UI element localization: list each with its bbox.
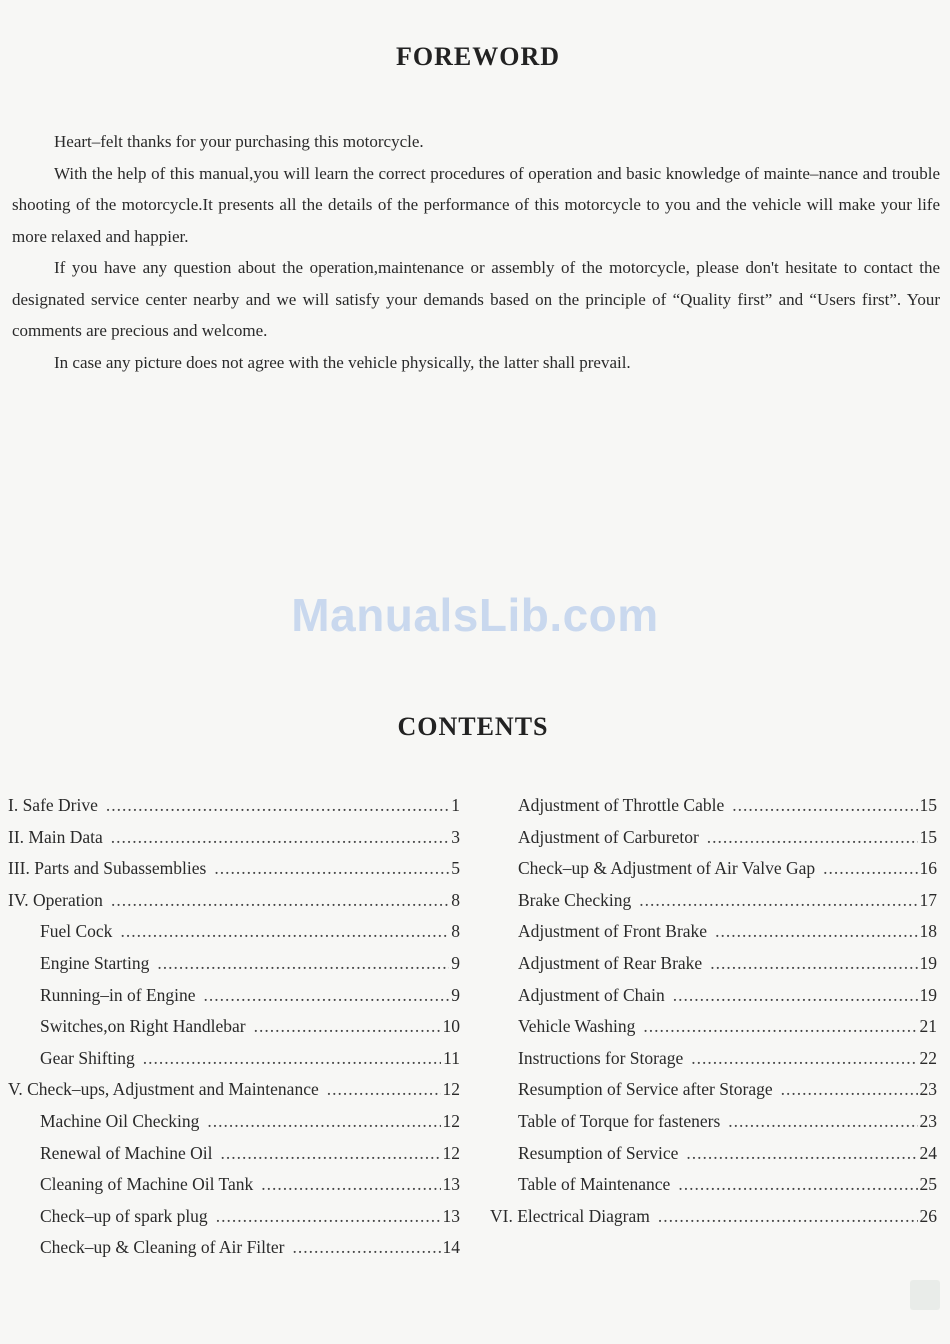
toc-entry-label: Resumption of Service after Storage bbox=[518, 1079, 773, 1100]
foreword-paragraph: Heart–felt thanks for your purchasing this motorcycle. bbox=[54, 132, 424, 151]
toc-leader-dots bbox=[221, 1143, 441, 1164]
toc-entry[interactable] bbox=[8, 795, 460, 827]
toc-entry-page: 13 bbox=[442, 1205, 460, 1226]
toc-leader-dots bbox=[327, 1079, 441, 1100]
toc-left-column bbox=[8, 795, 460, 1269]
foreword-title: FOREWORD bbox=[396, 42, 560, 71]
toc-leader-dots bbox=[204, 985, 450, 1006]
toc-entry-label: Adjustment of Throttle Cable bbox=[518, 795, 725, 815]
toc-entry-label: II. Main Data bbox=[8, 826, 103, 847]
toc-entry[interactable] bbox=[8, 1237, 460, 1269]
toc-entry-page: 15 bbox=[919, 826, 937, 847]
toc-entry-page: 12 bbox=[442, 1110, 460, 1131]
toc-entry-label: Adjustment of Carburetor bbox=[518, 826, 699, 847]
toc-leader-dots bbox=[111, 827, 449, 848]
toc-entry-page: 21 bbox=[919, 1016, 937, 1037]
toc-leader-dots bbox=[254, 1016, 441, 1037]
toc-leader-dots bbox=[781, 1079, 918, 1100]
toc-entry[interactable] bbox=[8, 1111, 460, 1143]
toc-leader-dots bbox=[639, 890, 917, 911]
toc-entry[interactable] bbox=[8, 1143, 460, 1175]
toc-entry-label: Table of Torque for fasteners bbox=[518, 1110, 721, 1131]
toc-leader-dots bbox=[111, 890, 449, 911]
foreword-paragraph: In case any picture does not agree with the vehicle physically, the latter shall prevail. bbox=[54, 352, 631, 372]
toc-entry[interactable] bbox=[490, 827, 937, 859]
toc-leader-dots bbox=[207, 1111, 440, 1132]
toc-entry-label: Check–up & Adjustment of Air Valve Gap bbox=[518, 858, 816, 879]
toc-entry[interactable] bbox=[490, 1143, 937, 1175]
toc-leader-dots bbox=[728, 1111, 917, 1132]
toc-entry-label: Check–up & Cleaning of Air Filter bbox=[40, 1237, 285, 1258]
toc-entry[interactable] bbox=[490, 1048, 937, 1080]
toc-entry-label: Adjustment of Front Brake bbox=[518, 921, 708, 942]
toc-leader-dots bbox=[261, 1174, 440, 1195]
toc-entry-page: 12 bbox=[442, 1079, 460, 1100]
toc-entry-label: Check–up of spark plug bbox=[40, 1205, 208, 1226]
toc-entry-page: 5 bbox=[451, 858, 460, 879]
foreword-body bbox=[12, 126, 940, 378]
toc-entry-page: 8 bbox=[451, 889, 460, 910]
toc-entry-page: 10 bbox=[442, 1016, 460, 1037]
toc-entry[interactable] bbox=[490, 1111, 937, 1143]
toc-entry-label: Renewal of Machine Oil bbox=[40, 1142, 213, 1163]
toc-entry[interactable] bbox=[8, 890, 460, 922]
toc-entry[interactable] bbox=[8, 1016, 460, 1048]
toc-entry-label: Resumption of Service bbox=[518, 1142, 679, 1163]
toc-entry[interactable] bbox=[8, 858, 460, 890]
toc-entry-page: 18 bbox=[919, 921, 937, 942]
toc-entry-label: Adjustment of Rear Brake bbox=[518, 952, 703, 973]
toc-entry-page: 13 bbox=[442, 1174, 460, 1195]
toc-entry-label: Instructions for Storage bbox=[518, 1047, 684, 1068]
toc-entry-label: Running–in of Engine bbox=[40, 984, 196, 1005]
toc-entry-page: 1 bbox=[451, 795, 460, 815]
toc-right-column bbox=[490, 795, 937, 1237]
toc-entry-label: V. Check–ups, Adjustment and Maintenance bbox=[8, 1079, 319, 1100]
toc-entry-label: IV. Operation bbox=[8, 889, 103, 910]
foreword-paragraph: With the help of this manual,you will learn the correct procedures of operation and basic knowledge of mainte–nance and trouble shooting of the motorcycle.It presents all the details of the performance of this motorcycle to you and the vehicle will make your life more relaxed and happier. bbox=[12, 163, 940, 246]
toc-entry-label: Fuel Cock bbox=[40, 921, 113, 942]
toc-entry[interactable] bbox=[8, 985, 460, 1017]
toc-entry-label: Vehicle Washing bbox=[518, 1016, 636, 1037]
toc-entry-page: 26 bbox=[919, 1205, 937, 1226]
toc-entry-label: Table of Maintenance bbox=[518, 1174, 671, 1195]
toc-entry[interactable] bbox=[490, 795, 937, 827]
toc-entry[interactable] bbox=[8, 827, 460, 859]
toc-leader-dots bbox=[686, 1143, 917, 1164]
toc-entry-label: Adjustment of Chain bbox=[518, 984, 665, 1005]
toc-entry[interactable] bbox=[8, 1079, 460, 1111]
foreword-paragraph: If you have any question about the operation,maintenance or assembly of the motorcycle, please don't hesitate to contact the designated service center nearby and we will satisfy your demands based on the principle of “Quality first” and “Users first”. Your comments are precious and welcome. bbox=[12, 258, 940, 340]
toc-leader-dots bbox=[106, 795, 449, 816]
toc-entry-label: Engine Starting bbox=[40, 952, 150, 973]
toc-entry-page: 11 bbox=[443, 1047, 460, 1068]
corner-mark bbox=[910, 1280, 940, 1310]
toc-entry-page: 19 bbox=[919, 952, 937, 973]
toc-leader-dots bbox=[157, 953, 449, 974]
toc-entry-page: 8 bbox=[451, 921, 460, 942]
toc-entry-page: 25 bbox=[919, 1174, 937, 1195]
toc-entry-page: 9 bbox=[451, 952, 460, 973]
toc-entry-label: I. Safe Drive bbox=[8, 795, 98, 815]
toc-entry[interactable] bbox=[490, 1079, 937, 1111]
toc-entry-page: 23 bbox=[919, 1079, 937, 1100]
toc-entry[interactable] bbox=[8, 1048, 460, 1080]
toc-entry-page: 9 bbox=[451, 984, 460, 1005]
toc-entry[interactable] bbox=[490, 921, 937, 953]
toc-entry[interactable] bbox=[490, 985, 937, 1017]
toc-entry[interactable] bbox=[8, 1174, 460, 1206]
toc-leader-dots bbox=[707, 827, 918, 848]
toc-entry-page: 16 bbox=[919, 858, 937, 879]
toc-entry-page: 3 bbox=[451, 826, 460, 847]
toc-leader-dots bbox=[120, 921, 449, 942]
toc-leader-dots bbox=[216, 1206, 441, 1227]
contents-title: CONTENTS bbox=[397, 712, 549, 741]
toc-entry[interactable] bbox=[490, 1016, 937, 1048]
toc-leader-dots bbox=[691, 1048, 917, 1069]
toc-entry-page: 17 bbox=[919, 889, 937, 910]
toc-entry-label: Gear Shifting bbox=[40, 1047, 135, 1068]
toc-leader-dots bbox=[643, 1016, 917, 1037]
toc-entry-page: 19 bbox=[919, 984, 937, 1005]
toc-leader-dots bbox=[678, 1174, 917, 1195]
toc-leader-dots bbox=[292, 1237, 440, 1258]
toc-entry-page: 15 bbox=[919, 795, 937, 815]
toc-entry[interactable] bbox=[8, 953, 460, 985]
toc-entry[interactable] bbox=[490, 953, 937, 985]
toc-entry-label: Brake Checking bbox=[518, 889, 632, 910]
toc-entry-page: 23 bbox=[919, 1110, 937, 1131]
toc-leader-dots bbox=[214, 858, 449, 879]
toc-entry[interactable] bbox=[8, 1206, 460, 1238]
toc-entry-label: Switches,on Right Handlebar bbox=[40, 1016, 246, 1037]
toc-entry[interactable] bbox=[490, 1174, 937, 1206]
toc-entry[interactable] bbox=[490, 858, 937, 890]
toc-entry[interactable] bbox=[490, 890, 937, 922]
toc-leader-dots bbox=[715, 921, 917, 942]
toc-entry-page: 12 bbox=[442, 1142, 460, 1163]
toc-leader-dots bbox=[658, 1206, 918, 1227]
toc-leader-dots bbox=[823, 858, 917, 879]
toc-leader-dots bbox=[143, 1048, 441, 1069]
toc-entry[interactable] bbox=[490, 1206, 937, 1238]
toc-entry-page: 22 bbox=[919, 1047, 937, 1068]
toc-entry-page: 24 bbox=[919, 1142, 937, 1163]
toc-entry-page: 14 bbox=[442, 1237, 460, 1258]
toc-leader-dots bbox=[732, 795, 917, 816]
toc-leader-dots bbox=[673, 985, 918, 1006]
toc-entry-label: III. Parts and Subassemblies bbox=[8, 858, 207, 879]
toc-entry-label: Machine Oil Checking bbox=[40, 1110, 200, 1131]
toc-entry[interactable] bbox=[8, 921, 460, 953]
toc-entry-label: Cleaning of Machine Oil Tank bbox=[40, 1174, 254, 1195]
toc-entry-label: VI. Electrical Diagram bbox=[490, 1205, 650, 1226]
watermark: ManualsLib.com bbox=[291, 589, 659, 641]
toc-leader-dots bbox=[710, 953, 917, 974]
